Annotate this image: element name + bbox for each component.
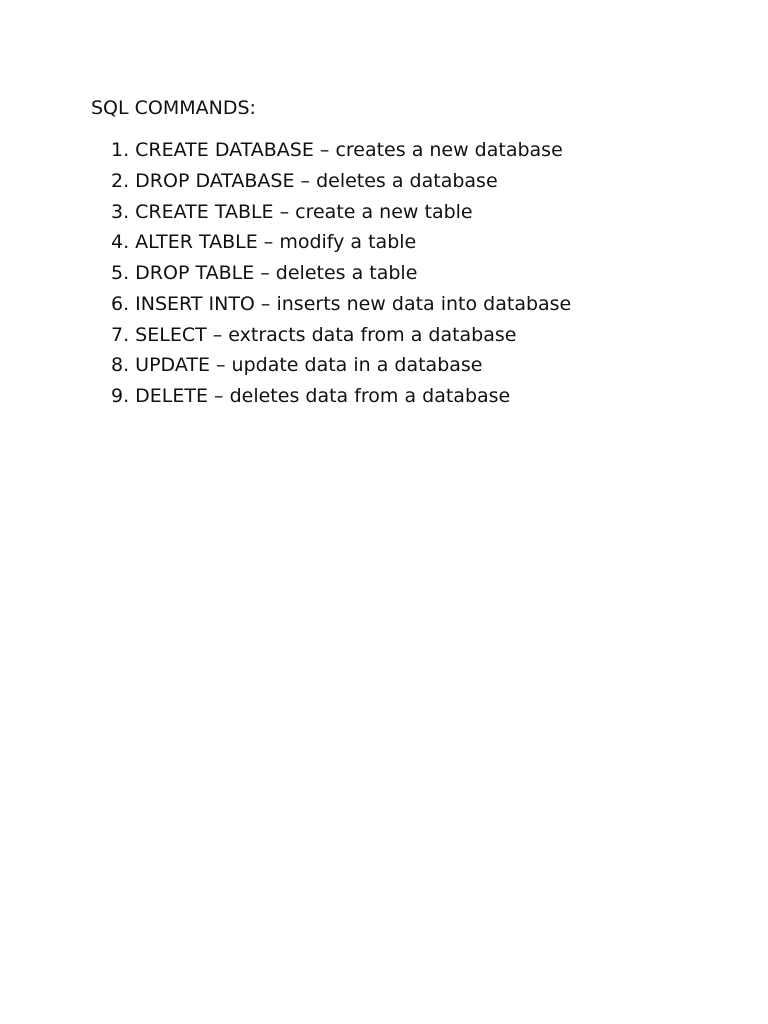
document-heading: SQL COMMANDS: (91, 97, 256, 119)
list-item: 9. DELETE – deletes data from a database (111, 385, 511, 407)
list-item: 6. INSERT INTO – inserts new data into database (111, 292, 572, 315)
list-item: 7. SELECT – extracts data from a database (111, 323, 517, 346)
list-item: 8. UPDATE – update data in a database (111, 354, 483, 377)
list-item: 5. DROP TABLE – deletes a table (111, 262, 418, 284)
list-item: 1. CREATE DATABASE – creates a new database (111, 139, 563, 161)
command-list (111, 135, 571, 412)
list-item: 4. ALTER TABLE – modify a table (111, 231, 417, 254)
list-item: 2. DROP DATABASE – deletes a database (111, 169, 498, 192)
list-item: 3. CREATE TABLE – create a new table (111, 200, 473, 223)
